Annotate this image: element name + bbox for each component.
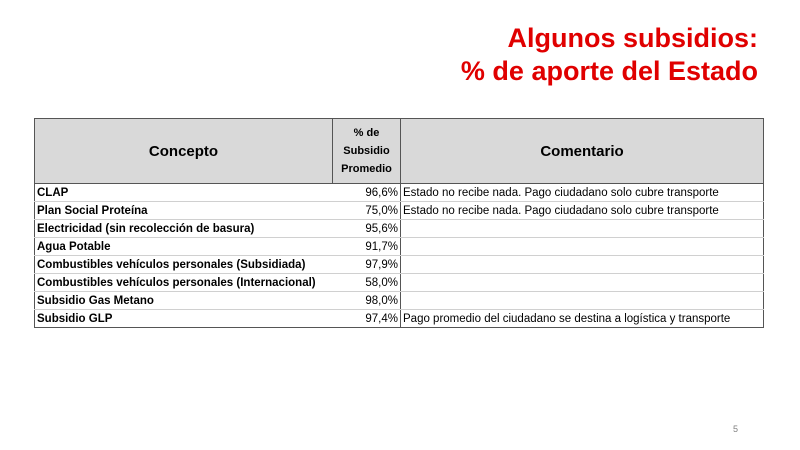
- cell-concepto: Subsidio GLP: [35, 310, 333, 328]
- header-pct-subsidio: [333, 119, 401, 184]
- cell-concepto: Agua Potable: [35, 238, 333, 256]
- cell-pct: 97,4%: [333, 310, 401, 328]
- header-concepto: Concepto: [35, 119, 333, 184]
- header-pct-line-2: Subsidio: [343, 145, 390, 157]
- title-line-2: % de aporte del Estado: [460, 56, 758, 86]
- slide-title: [461, 22, 758, 88]
- title-line-1: Algunos subsidios:: [507, 23, 758, 53]
- cell-pct: 98,0%: [333, 292, 401, 310]
- cell-pct: 58,0%: [333, 274, 401, 292]
- header-pct-line-3: Promedio: [341, 163, 392, 175]
- cell-comentario: Estado no recibe nada. Pago ciudadano solo cubre transporte: [401, 202, 764, 220]
- table-row: [35, 310, 764, 328]
- cell-pct: 75,0%: [333, 202, 401, 220]
- subsidies-table: [34, 118, 764, 328]
- cell-comentario: [401, 220, 764, 238]
- table-row: [35, 238, 764, 256]
- cell-pct: 95,6%: [333, 220, 401, 238]
- page-number: 5: [733, 424, 739, 434]
- table-row: [35, 184, 764, 202]
- cell-pct: 91,7%: [333, 238, 401, 256]
- cell-comentario: [401, 292, 764, 310]
- cell-pct: 96,6%: [333, 184, 401, 202]
- cell-concepto: Combustibles vehículos personales (Subsidiada): [35, 256, 333, 274]
- table-row: [35, 292, 764, 310]
- cell-comentario: [401, 274, 764, 292]
- table-row: [35, 256, 764, 274]
- cell-comentario: Estado no recibe nada. Pago ciudadano solo cubre transporte: [401, 184, 764, 202]
- cell-comentario: [401, 238, 764, 256]
- cell-concepto: CLAP: [35, 184, 333, 202]
- header-comentario: Comentario: [401, 119, 764, 184]
- cell-pct: 97,9%: [333, 256, 401, 274]
- cell-comentario: Pago promedio del ciudadano se destina a logística y transporte: [401, 310, 764, 328]
- header-pct-line-1: % de: [353, 127, 380, 139]
- table-row: [35, 202, 764, 220]
- table-row: [35, 220, 764, 238]
- cell-comentario: [401, 256, 764, 274]
- cell-concepto: Electricidad (sin recolección de basura): [35, 220, 333, 238]
- table-header-row: [35, 119, 764, 184]
- cell-concepto: Combustibles vehículos personales (Internacional): [35, 274, 333, 292]
- table-row: [35, 274, 764, 292]
- cell-concepto: Plan Social Proteína: [35, 202, 333, 220]
- cell-concepto: Subsidio Gas Metano: [35, 292, 333, 310]
